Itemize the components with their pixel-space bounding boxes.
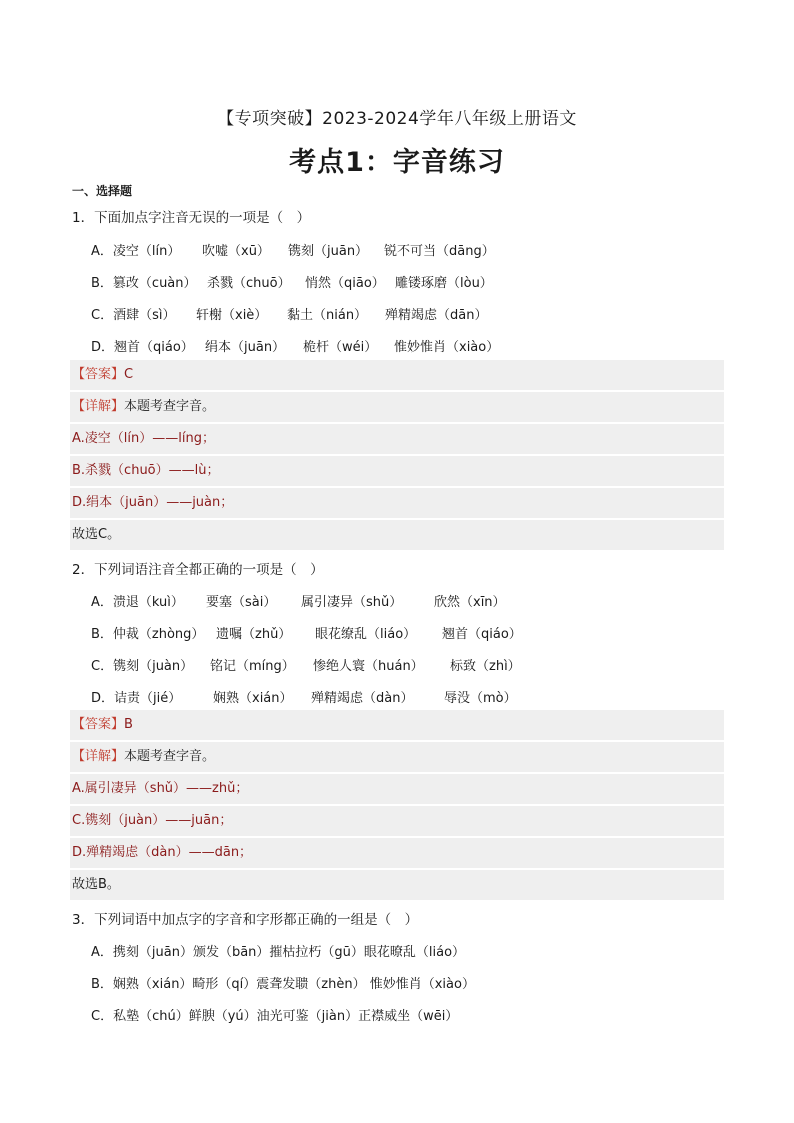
- detail-row: [70, 742, 724, 772]
- option-word: 吹嘘（xū）: [202, 244, 270, 259]
- option-word: 遗嘱（zhǔ）: [216, 627, 292, 642]
- question-2-stem: 2．下列词语注音全都正确的一项是（ ）: [72, 562, 324, 578]
- option-word: 惨绝人寰（huán）: [313, 659, 424, 674]
- answer-tag: 【答案】: [72, 367, 125, 382]
- detail-note: C.镌刻（juàn）——juān；: [70, 806, 724, 836]
- detail-note: A.凌空（lín）——líng；: [70, 424, 724, 454]
- answer-row: [70, 360, 724, 390]
- question-2-option-c: [91, 655, 521, 674]
- detail-note: B.杀戮（chuō）——lù；: [70, 456, 724, 486]
- detail-tag: 【详解】: [72, 399, 125, 414]
- option-word: A．凌空（lín）: [91, 244, 181, 259]
- question-1-option-b: [91, 272, 493, 291]
- option-word: B．篡改（cuàn）: [91, 276, 197, 291]
- option-word: 辱没（mò）: [444, 691, 517, 706]
- option-word: 娴熟（xián）: [213, 691, 293, 706]
- page-title: 考点1：字音练习: [289, 147, 505, 178]
- option-word: 雕镂琢磨（lòu）: [395, 276, 493, 291]
- question-3-stem: 3．下列词语中加点字的字音和字形都正确的一组是（ ）: [72, 912, 419, 928]
- option-word: 惟妙惟肖（xiào）: [394, 340, 500, 355]
- answer-tag: 【答案】: [72, 717, 125, 732]
- question-1-option-c: [91, 304, 487, 323]
- option-word: B．仲裁（zhòng）: [91, 627, 205, 642]
- question-3-option-b: B．娴熟（xián）畸形（qí）震聋发聩（zhèn） 惟妙惟肖（xiào）: [91, 977, 475, 992]
- option-word: 桅杆（wéi）: [303, 340, 378, 355]
- question-3-option-a: A．携刻（juān）颁发（bān）摧枯拉朽（gū）眼花暸乱（liáo）: [91, 945, 466, 960]
- option-word: 标致（zhì）: [450, 659, 521, 674]
- option-word: D．翘首（qiáo）: [91, 340, 194, 355]
- option-word: D．诘责（jié）: [91, 691, 182, 706]
- answer-row: [70, 710, 724, 740]
- conclusion-row: 故选B。: [70, 870, 724, 900]
- detail-note: D.殚精竭虑（dàn）——dān；: [70, 838, 724, 868]
- option-word: C．酒肆（sì）: [91, 308, 176, 323]
- detail-text: 本题考查字音。: [124, 399, 216, 414]
- option-word: 杀戮（chuō）: [207, 276, 291, 291]
- question-1-option-a: [91, 240, 495, 259]
- section-heading: 一、选择题: [72, 184, 133, 198]
- option-word: 黏土（nián）: [287, 308, 368, 323]
- option-word: A．溃退（kuì）: [91, 595, 184, 610]
- question-2-option-a: [91, 591, 506, 610]
- answer-value: C: [124, 367, 134, 382]
- option-word: 镌刻（juān）: [288, 244, 369, 259]
- option-word: 铭记（míng）: [210, 659, 295, 674]
- option-word: 锐不可当（dāng）: [384, 244, 495, 259]
- question-3-option-c: C．私塾（chú）鲜腴（yú）油光可鉴（jiàn）正襟威坐（wēi）: [91, 1009, 459, 1024]
- option-word: 殚精竭虑（dān）: [385, 308, 488, 323]
- conclusion-row: 故选C。: [70, 520, 724, 550]
- answer-value: B: [124, 717, 133, 732]
- detail-text: 本题考查字音。: [124, 749, 216, 764]
- question-2-option-d: [91, 687, 517, 706]
- detail-note: A.属引凄异（shǔ）——zhǔ；: [70, 774, 724, 804]
- document-header: 【专项突破】2023-2024学年八年级上册语文: [217, 109, 577, 129]
- option-word: 属引凄异（shǔ）: [301, 595, 403, 610]
- option-word: 翘首（qiáo）: [442, 627, 522, 642]
- detail-tag: 【详解】: [72, 749, 125, 764]
- detail-row: [70, 392, 724, 422]
- option-word: C．镌刻（juàn）: [91, 659, 194, 674]
- option-word: 殚精竭虑（dàn）: [311, 691, 414, 706]
- option-word: 绢本（juān）: [205, 340, 286, 355]
- question-1-stem: 1．下面加点字注音无误的一项是（ ）: [72, 210, 311, 226]
- detail-note: D.绢本（juān）——juàn；: [70, 488, 724, 518]
- question-2-option-b: [91, 623, 522, 642]
- option-word: 轩榭（xiè）: [196, 308, 268, 323]
- option-word: 悄然（qiāo）: [305, 276, 385, 291]
- option-word: 要塞（sài）: [206, 595, 277, 610]
- option-word: 欣然（xīn）: [434, 595, 506, 610]
- question-1-option-d: [91, 336, 499, 355]
- option-word: 眼花缭乱（liáo）: [315, 627, 417, 642]
